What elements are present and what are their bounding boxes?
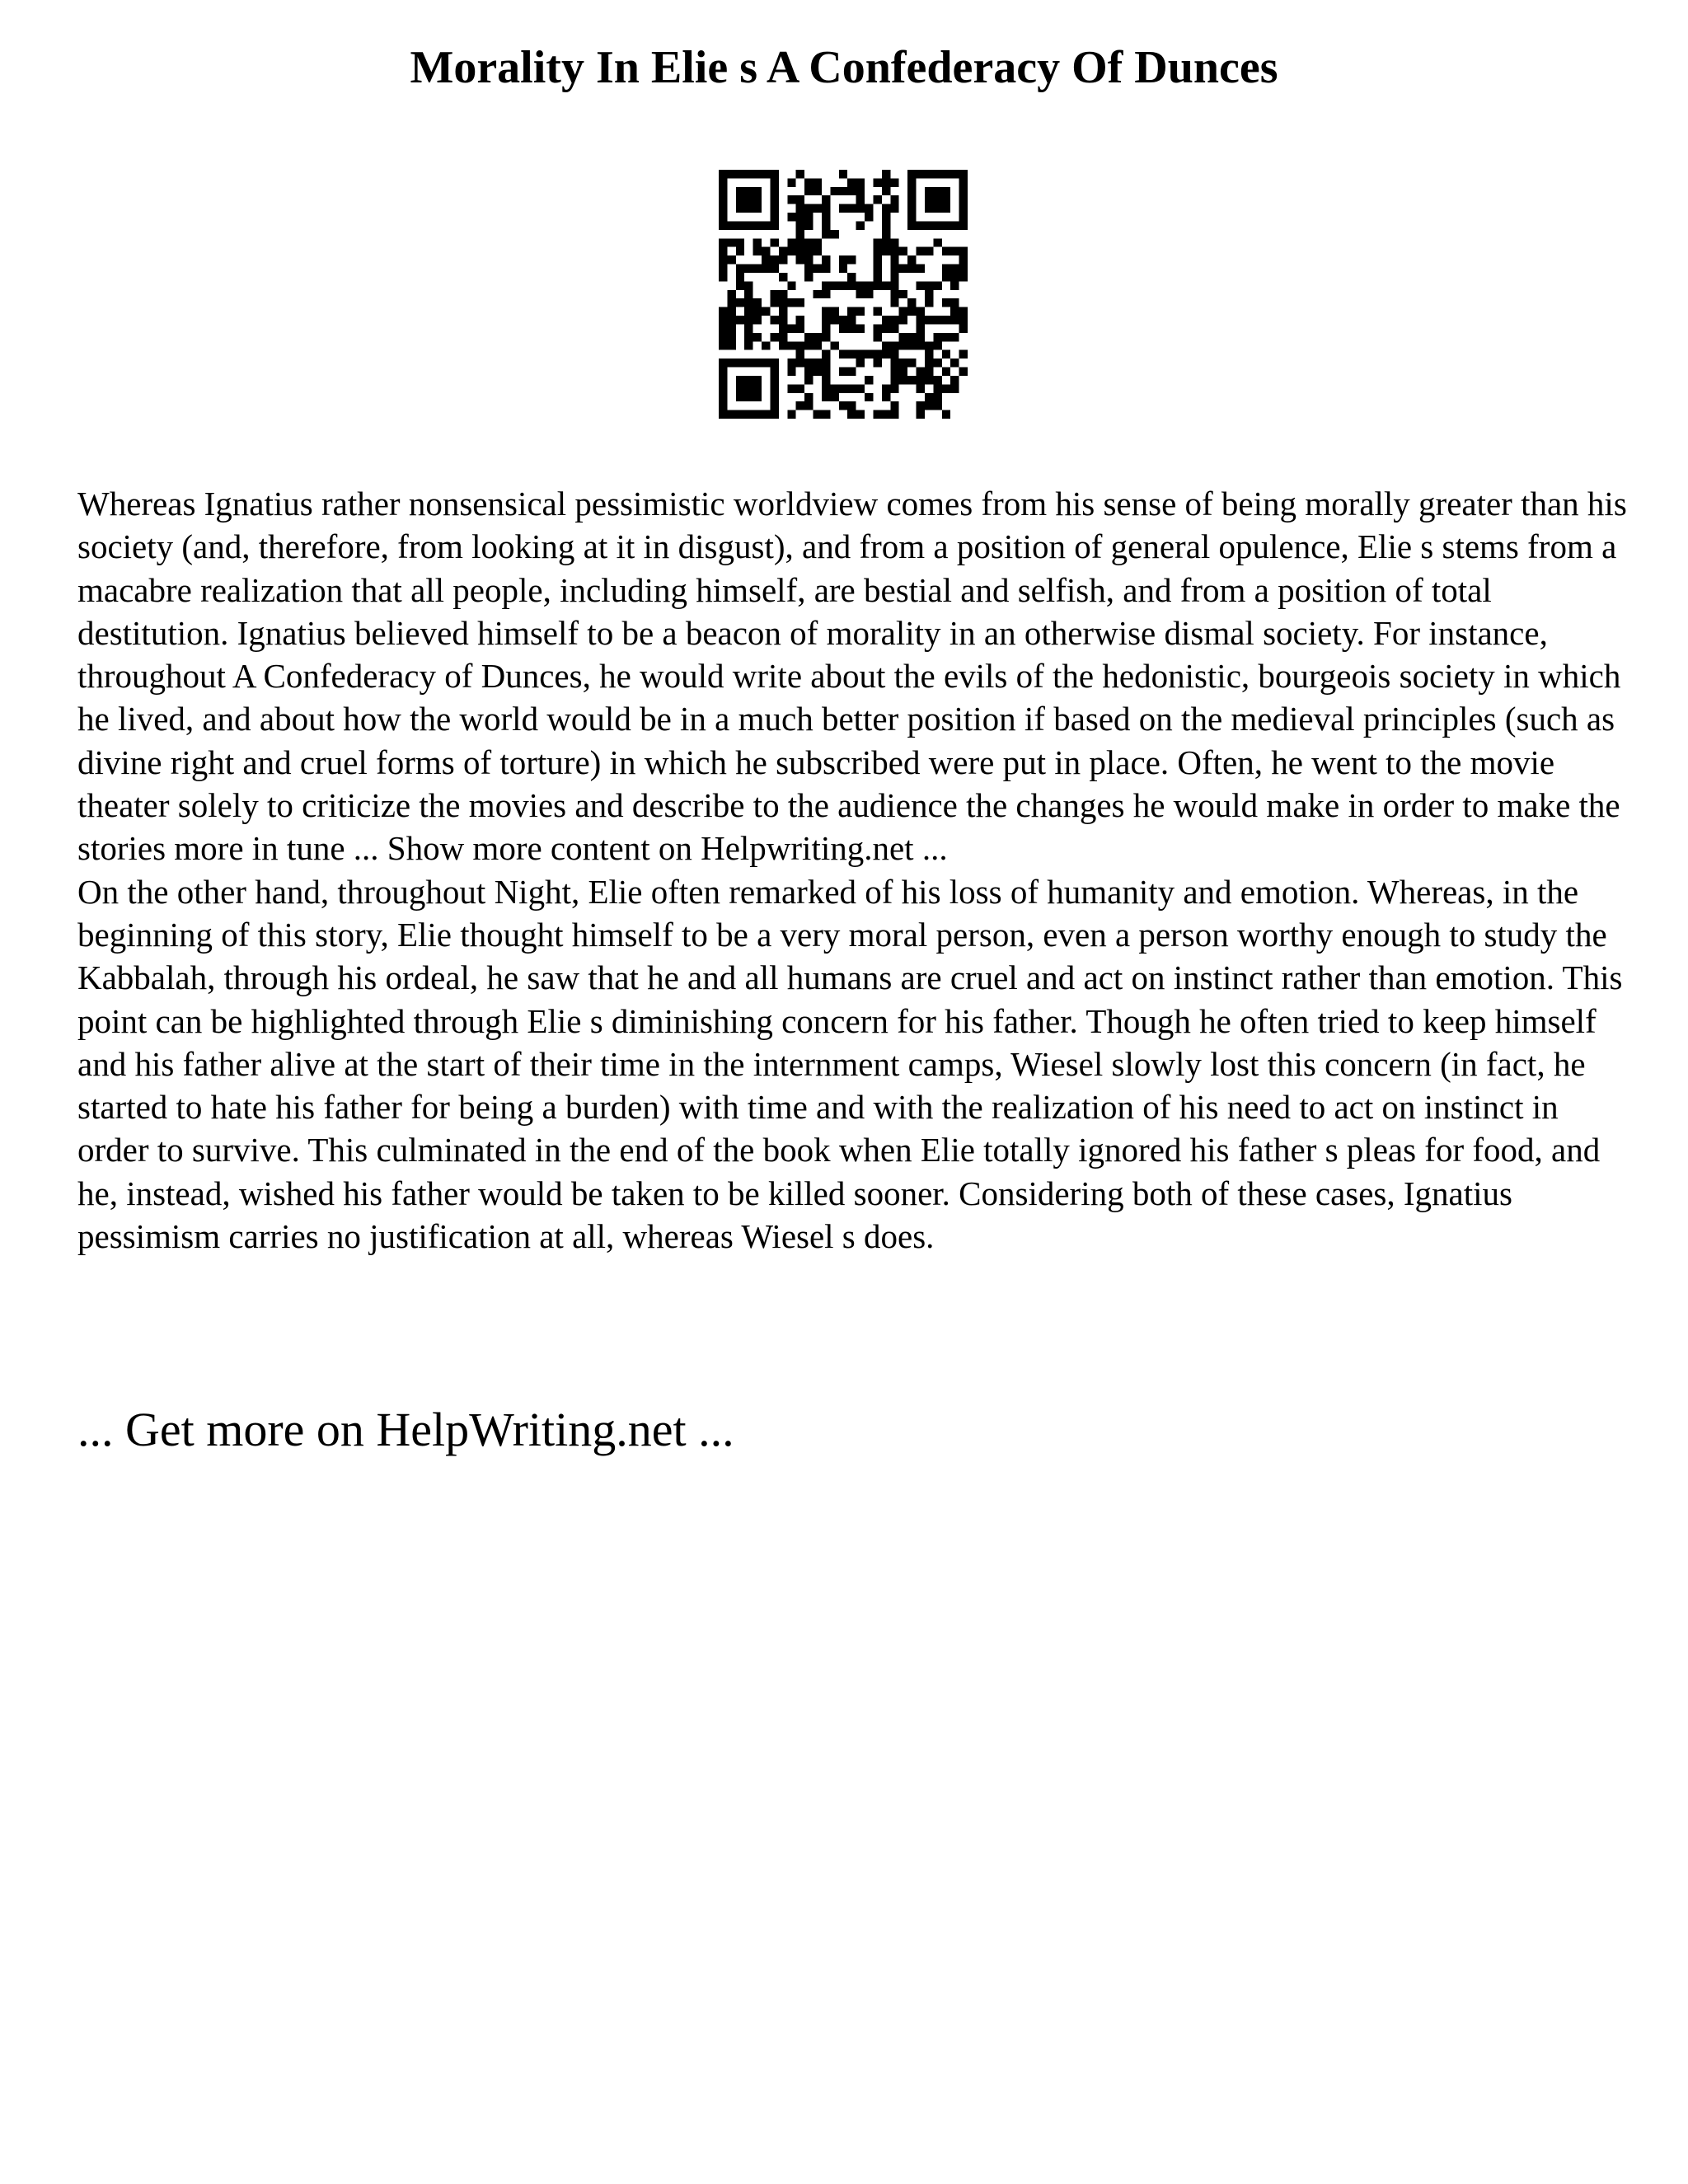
paragraph-2: On the other hand, throughout Night, Elie often remarked of his loss of humanity and emotion. Whereas, in the beginning of this story, Elie thought himself to be a very moral person, even a person worthy enough to study the Kabbalah, through his ordeal, he saw that he and all humans are cruel and act on instinct rather than emotion. This point can be highlighted through Elie s diminishing concern for his father. Though he often tried to keep himself and his father alive at the start of their time in the internment camps, Wiesel slowly lost this concern (in fact, he started to hate his father for being a burden) with time and with the realization of his need to act on instinct in order to survive. This culminated in the end of the book when Elie totally ignored his father s pleas for food, and he, instead, wished his father would be taken to be killed sooner. Considering both of these cases, Ignatius pessimism carries no justification at all, whereas Wiesel s does.	[77, 872, 1623, 1256]
article-body	[77, 482, 1627, 1258]
paragraph-1: Whereas Ignatius rather nonsensical pessimistic worldview comes from his sense of being morally greater than his society (and, therefore, from looking at it in disgust), and from a position of general opulence, Elie s stems from a macabre realization that all people, including himself, are bestial and selfish, and from a position of total destitution. Ignatius believed himself to be a beacon of morality in an otherwise dismal society. For instance, throughout A Confederacy of Dunces, he would write about the evils of the hedonistic, bourgeois society in which he lived, and about how the world would be in a much better position if based on the medieval principles (such as divine right and cruel forms of torture) in which he subscribed were put in place. Often, he went to the movie theater solely to criticize the movies and describe to the audience the changes he would make in order to make the stories more in tune ... Show more content on Helpwriting.net ...	[77, 485, 1627, 868]
qr-code-graphic	[719, 170, 968, 419]
qr-code-icon	[719, 170, 968, 419]
get-more-link[interactable]: ... Get more on HelpWriting.net ...	[77, 1403, 734, 1456]
document-title: Morality In Elie s A Confederacy Of Dunces	[410, 42, 1278, 93]
